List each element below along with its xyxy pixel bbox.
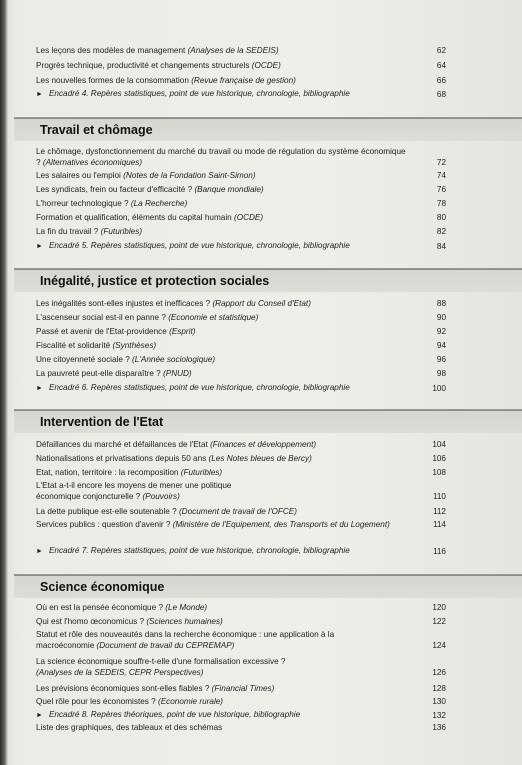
toc-entry: L'Etat a-t-il encore les moyens de mener une politique économique conjoncturelle ? (Pouvoirs) 110: [36, 481, 446, 501]
section-header: [14, 269, 522, 292]
toc-entry: L'horreur technologique ? (La Recherche) 78: [36, 199, 446, 208]
toc-entry: Une citoyenneté sociale ? (L'Année sociologique) 96: [36, 355, 446, 364]
toc-entry: Services publics : question d'avenir ? (Ministère de l'Equipement, des Transports et du Logement) 114: [36, 520, 446, 529]
toc-entry: Nationalisations et privatisations depuis 50 ans (Les Notes bleues de Bercy) 106: [36, 454, 446, 463]
toc-entry: L'ascenseur social est-il en panne ? (Economie et statistique) 90: [36, 313, 446, 322]
toc-encadre: ► Encadré 5. Repères statistiques, point de vue historique, chronologie, bibliographie 84: [36, 241, 446, 251]
toc-entry: Qui est l'homo œconomicus ? (Sciences humaines) 122: [36, 617, 446, 626]
toc-entry: La dette publique est-elle soutenable ? (Document de travail de l'OFCE) 112: [36, 507, 446, 516]
toc-entry: Où en est la pensée économique ? (Le Monde) 120: [36, 603, 446, 612]
toc-encadre: ► Encadré 6. Repères statistiques, point de vue historique, chronologie, bibliographie 100: [36, 383, 446, 393]
toc-entry: Formation et qualification, éléments du capital humain (OCDE) 80: [36, 213, 446, 222]
toc-entry: Les syndicats, frein ou facteur d'efficacité ? (Banque mondiale) 76: [36, 185, 446, 194]
toc-entry: Les salaires ou l'emploi (Notes de la Fondation Saint-Simon) 74: [36, 171, 446, 180]
toc-entry: Etat, nation, territoire : la recomposition (Futuribles) 108: [36, 468, 446, 477]
section-title: Travail et chômage: [40, 123, 153, 137]
toc-entry: Fiscalité et solidarité (Synthèses) 94: [36, 341, 446, 350]
toc-entry: Passé et avenir de l'Etat-providence (Esprit) 92: [36, 327, 446, 336]
toc-entry: Les nouvelles formes de la consommation (Revue française de gestion) 66: [36, 76, 446, 85]
toc-entry: Le chômage, dysfonctionnement du marché du travail ou mode de régulation du système économique ? (Alternatives économiques) 72: [36, 147, 446, 167]
section-title: Intervention de l'Etat: [40, 415, 164, 429]
toc-entry: Défaillances du marché et défaillances de l'Etat (Finances et développement) 104: [36, 440, 446, 449]
toc-entry: Liste des graphiques, des tableaux et des schémas 136: [36, 723, 446, 732]
toc-encadre: ► Encadré 8. Repères théoriques, point de vue historique, bibliographie 132: [36, 710, 446, 720]
toc-entry: Progrès technique, productivité et changements structurels (OCDE) 64: [36, 61, 446, 70]
section-header: [14, 118, 522, 141]
toc-entry: Quel rôle pour les économistes ? (Economie rurale) 130: [36, 697, 446, 706]
toc-entry: La pauvreté peut-elle disparaître ? (PNUD) 98: [36, 369, 446, 378]
arrow-icon: ►: [36, 91, 43, 98]
section-header: [14, 410, 522, 433]
arrow-icon: ►: [36, 243, 43, 250]
section-title: Science économique: [40, 580, 165, 594]
toc-encadre: ► Encadré 7. Repères statistiques, point de vue historique, chronologie, bibliographie 116: [36, 546, 446, 556]
toc-entry: Les inégalités sont-elles injustes et inefficaces ? (Rapport du Conseil d'Etat) 88: [36, 299, 446, 308]
arrow-icon: ►: [36, 385, 43, 392]
toc-entry: Statut et rôle des nouveautés dans la recherche économique : une application à la macroéconomie (Document de travail du CEPREMAP) 124: [36, 630, 446, 650]
toc-entry: Les leçons des modèles de management (Analyses de la SEDEIS) 62: [36, 46, 446, 55]
arrow-icon: ►: [36, 548, 43, 555]
toc-entry: La science économique souffre-t-elle d'une formalisation excessive ? (Analyses de la SEDEIS, CEPR Perspectives) 126: [36, 657, 446, 677]
book-binding-shadow: [0, 0, 8, 765]
toc-entry: La fin du travail ? (Futuribles) 82: [36, 227, 446, 236]
arrow-icon: ►: [36, 712, 43, 719]
toc-entry: Les prévisions économiques sont-elles fiables ? (Financial Times) 128: [36, 684, 446, 693]
section-title: Inégalité, justice et protection sociales: [40, 274, 270, 288]
toc-encadre: ► Encadré 4. Repères statistiques, point de vue historique, chronologie, bibliographie 68: [36, 89, 446, 99]
section-header: [14, 575, 522, 598]
